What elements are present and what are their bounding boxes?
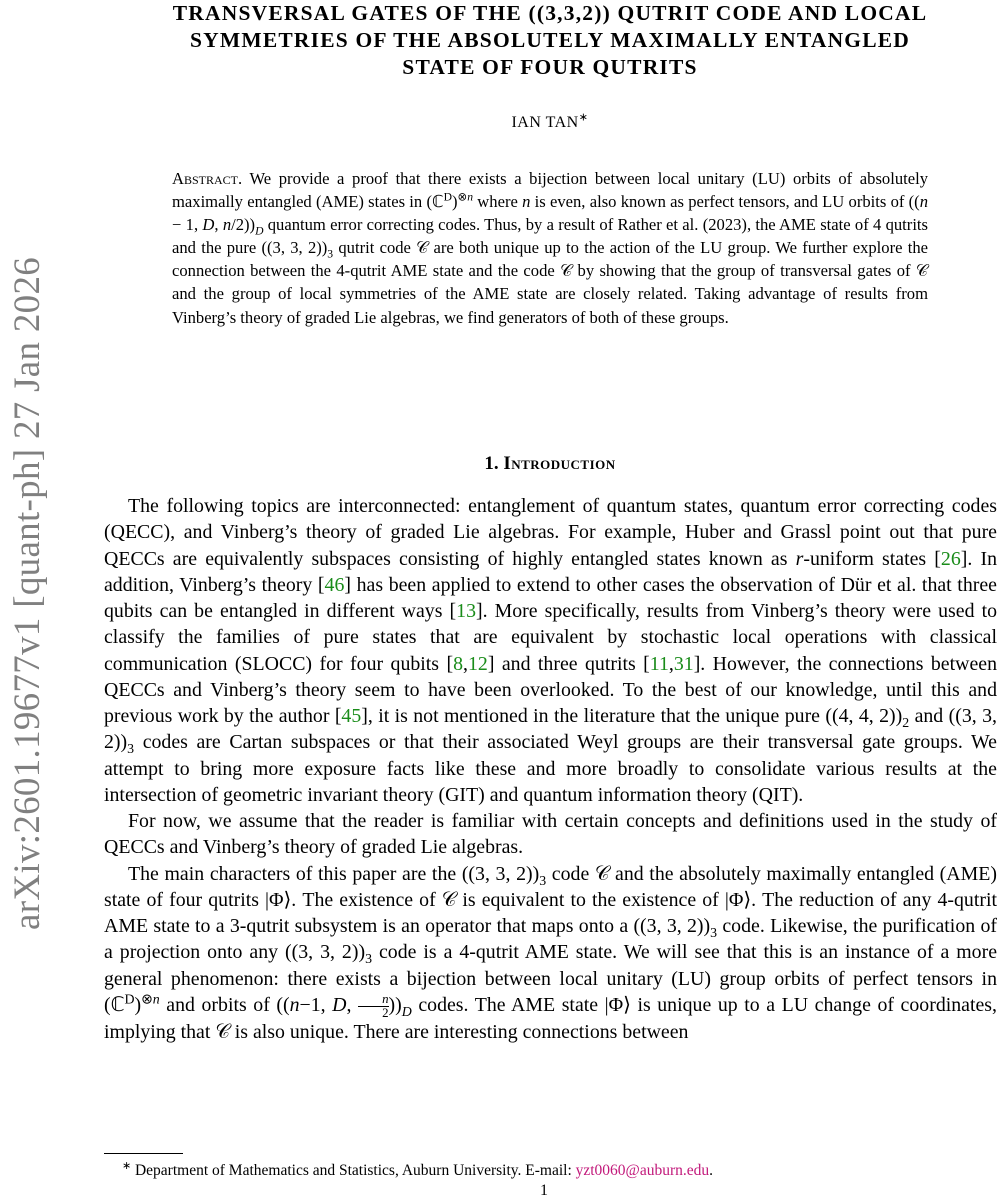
footnote — [122, 1159, 714, 1180]
author-name: IAN TAN — [511, 114, 579, 131]
intro-paragraph-3: The main characters of this paper are the ((3, 3, $2))_3$ code 𝒞 and the absolutely maximally entangled (AME) state of four qutrits |Φ⟩. The existence of 𝒞 is equivalent to the existence of |Φ⟩. The reduction of any 4-qutrit AME state to a 3-qutrit subsystem is an operator that maps onto a ((3, 3, $2))_3$ code. Likewise, the purification of a projection onto any ((3, 3, $2))_3$ code is a 4-qutrit AME state. We will see that this is an instance of a more general phenomenon: there exists a bijection between local unitary (LU) group orbits of perfect tensors in (ℂ$^D$)$^{\otimes n}$ and orbits of ((n−1, D, $\frac{n}{2}$ ))$_D$ codes. The AME state |Φ⟩ is unique up to a LU change of coordinates, implying that 𝒞 is also unique. There are interesting connections between — [104, 862, 998, 1043]
citation-link[interactable]: 12 — [467, 652, 488, 675]
citation-link[interactable]: 13 — [456, 600, 476, 622]
page-number: 1 — [540, 1182, 548, 1199]
title-line-1: TRANSVERSAL GATES OF THE ((3,3,2)) QUTRIT CODE AND LOCAL — [172, 1, 928, 25]
abstract-label: Abstract. — [172, 169, 243, 188]
citation-link[interactable]: 26 — [940, 547, 961, 570]
intro-paragraph-2: For now, we assume that the reader is familiar with certain concepts and definitions used in the study of QECCs and Vinberg’s theory of graded Lie algebras. — [104, 810, 997, 859]
intro-paragraph-1: The following topics are interconnected: entanglement of quantum states, quantum error correcting codes (QECC), and Vinberg’s theory of graded Lie algebras. For example, Huber and Grassl point out that pure QECCs are equivalently subspaces consisting of highly entangled states known as r-uniform states [26]. In addition, Vinberg’s theory [46] has been applied to extend to other cases the observation of Dür et al. that three qubits can be entangled in different ways [13]. More specifically, results from Vinberg’s theory were used to classify the families of pure states that are equivalent by stochastic local operations with classical communication (SLOCC) for four qubits [8,12] and three qutrits [11,31]. However, the connections between QECCs and Vinberg’s theory seem to have been overlooked. To the best of our knowledge, until this and previous work by the author [45], it is not mentioned in the literature that the unique pure ((4, 4, $2))_2$ and ((3, 3, $2))_3$ codes are Cartan subspaces or that their associated Weyl groups are their transversal gate groups. We attempt to bring more exposure facts like these and more broadly to consolidate various results at the intersection of geometric invariant theory (GIT) and quantum information theory (QIT). — [104, 495, 998, 806]
paper-title — [100, 0, 998, 81]
citation-link[interactable]: 45 — [341, 705, 362, 727]
section-heading — [100, 453, 998, 475]
footnote-end: . — [709, 1162, 714, 1179]
title-line-3: STATE OF FOUR QUTRITS — [402, 55, 698, 79]
citation-link[interactable]: 31 — [673, 652, 694, 675]
citation-link[interactable]: 8 — [453, 652, 463, 675]
abstract: Abstract. We provide a proof that there exists a bijection between local unitary (LU) orbits of absolutely maximally entangled (AME) states in (ℂ$^D$)$^{\otimes n}$ where n is even, also known as perfect tensors, and LU orbits of ((n − 1, D, $n/2))_D$ quantum error correcting codes. Thus, by a result of Rather et al. (2023), the AME state of 4 qutrits and the pure ((3, 3, $2))_3$ qutrit code 𝒞 are both unique up to the action of the LU group. We further explore the connection between the 4-qutrit AME state and the code 𝒞 by showing that the group of transversal gates of 𝒞 and the group of local symmetries of the AME state are closely related. Taking advantage of results from Vinberg’s theory of graded Lie algebras, we find generators of both of these groups. — [172, 169, 929, 327]
section-title: Introduction — [503, 453, 616, 474]
citation-link[interactable]: 11 — [649, 652, 669, 675]
title-line-2: SYMMETRIES OF THE ABSOLUTELY MAXIMALLY ENTANGLED — [189, 28, 911, 52]
arxiv-sidebar-stamp: arXiv:2601.19677v1 [quant-ph] 27 Jan 2026 — [7, 256, 48, 930]
author-line — [100, 111, 998, 132]
footnote-mark: ∗ — [122, 1159, 132, 1172]
author-email-link[interactable]: yzt0060@auburn.edu — [575, 1162, 710, 1179]
footnote-rule — [104, 1153, 183, 1154]
intro-body — [104, 493, 997, 1045]
author-footnote-mark: ∗ — [578, 111, 589, 124]
citation-link[interactable]: 46 — [324, 573, 345, 596]
footnote-text: Department of Mathematics and Statistics, Auburn University. E-mail: — [131, 1162, 576, 1179]
section-number: 1. — [484, 453, 499, 474]
